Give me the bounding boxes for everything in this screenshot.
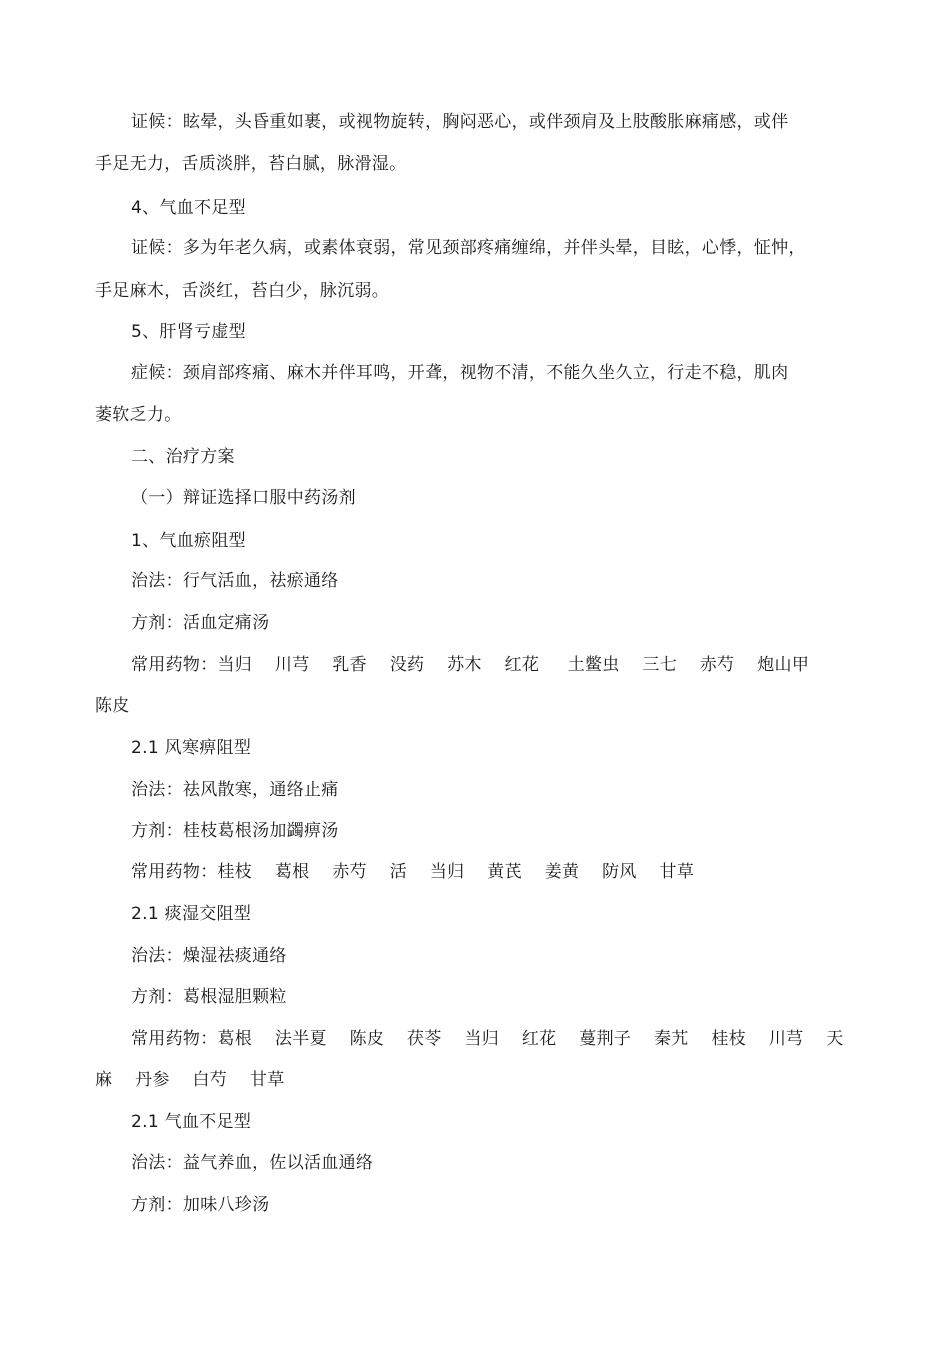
treatment-method: 治法：行气活血，祛瘀通络 [131, 571, 339, 591]
prescription: 方剂：活血定痛汤 [131, 613, 270, 633]
treatment-method: 治法：祛风散寒，通络止痛 [131, 780, 339, 800]
section-heading: 2.1 气血不足型 [131, 1112, 252, 1132]
prescription: 方剂：葛根湿胆颗粒 [131, 987, 287, 1007]
prescription: 方剂：加味八珍汤 [131, 1195, 270, 1215]
symptom-paragraph-line: 症候：颈肩部疼痛、麻木并伴耳鸣，开聋，视物不清，不能久坐久立，行走不稳，肌肉 [131, 363, 789, 383]
prescription: 方剂：桂枝葛根汤加蠲痹汤 [131, 821, 339, 841]
herb-list-line: 常用药物：当归 川芎 乳香 没药 苏木 红花 土鳖虫 三七 赤芍 炮山甲 [131, 655, 810, 675]
section-heading: 1、气血瘀阻型 [131, 531, 246, 551]
symptom-paragraph-line: 手足麻木，舌淡红，苔白少，脉沉弱。 [95, 281, 390, 301]
symptom-paragraph-line: 萎软乏力。 [95, 405, 182, 425]
symptom-paragraph-line: 证候：眩晕，头昏重如裹，或视物旋转，胸闷恶心，或伴颈肩及上肢酸胀麻痛感，或伴 [131, 112, 789, 132]
herb-list-line: 陈皮 [95, 696, 130, 716]
herb-list-line: 麻 丹参 白芍 甘草 [95, 1070, 285, 1090]
section-heading: 2.1 痰湿交阻型 [131, 904, 252, 924]
section-heading: 5、肝肾亏虚型 [131, 322, 246, 342]
herb-list-line: 常用药物：桂枝 葛根 赤芍 活 当归 黄芪 姜黄 防风 甘草 [131, 862, 695, 882]
symptom-paragraph-line: 证候：多为年老久病，或素体衰弱，常见颈部疼痛缠绵，并伴头晕，目眩，心悸，怔忡， [131, 238, 806, 258]
herb-list-line: 常用药物：葛根 法半夏 陈皮 茯苓 当归 红花 蔓荆子 秦艽 桂枝 川芎 天 [131, 1029, 844, 1049]
treatment-method: 治法：燥湿祛痰通络 [131, 946, 287, 966]
subsection-heading: （一）辩证选择口服中药汤剂 [131, 488, 356, 508]
treatment-method: 治法：益气养血，佐以活血通络 [131, 1153, 374, 1173]
section-heading: 2.1 风寒痹阻型 [131, 738, 252, 758]
chapter-heading: 二、治疗方案 [131, 447, 235, 467]
symptom-paragraph-line: 手足无力，舌质淡胖，苔白腻，脉滑湿。 [95, 154, 407, 174]
section-heading: 4、气血不足型 [131, 198, 246, 218]
